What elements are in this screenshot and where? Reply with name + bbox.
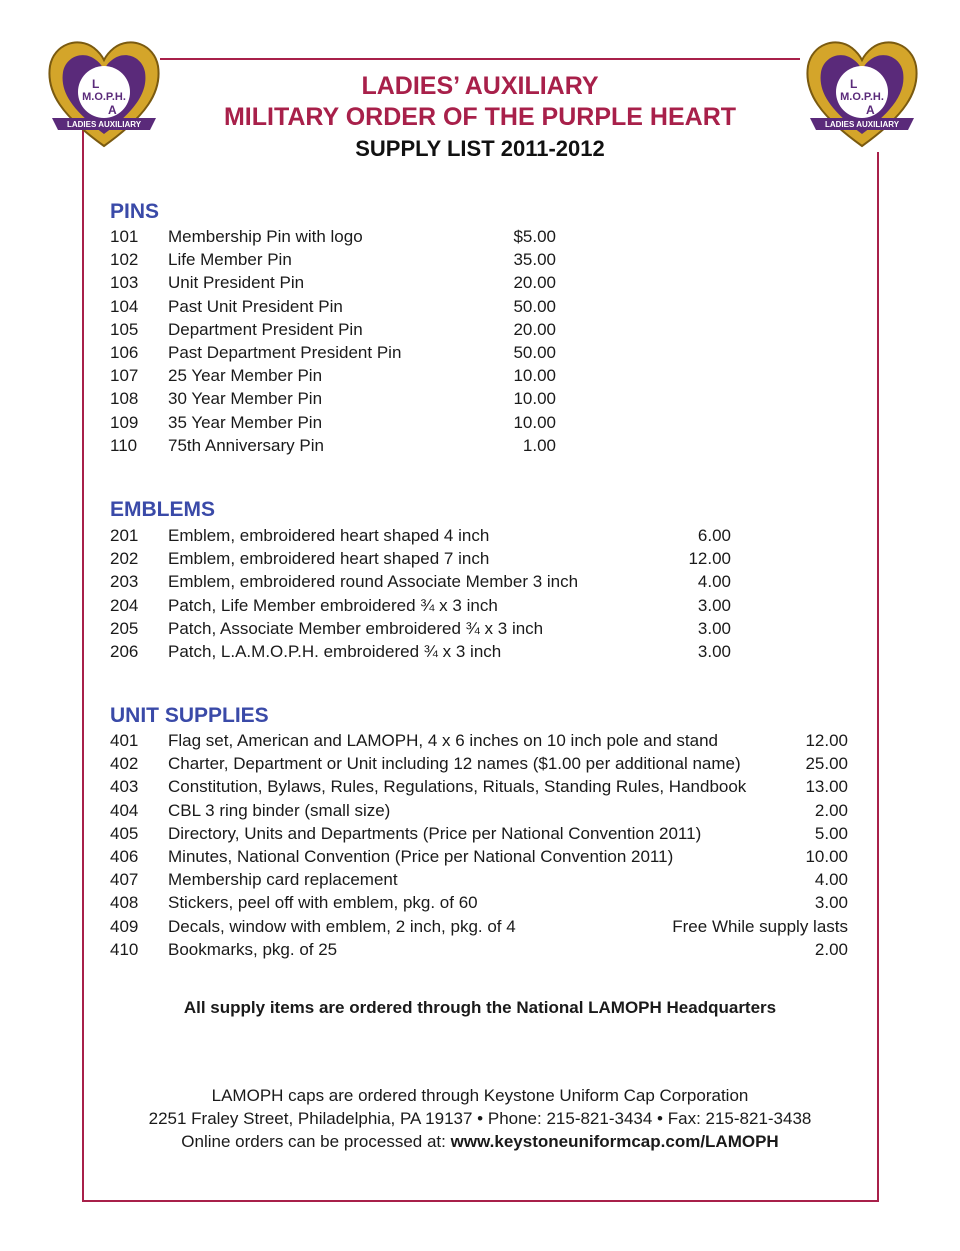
item-number: 205 [110, 618, 139, 638]
item-description: Bookmarks, pkg. of 25 [168, 939, 338, 959]
item-price: 35.00 [513, 250, 556, 270]
item-price: 4.00 [697, 572, 731, 592]
item-number: 402 [110, 754, 139, 774]
item-price: 20.00 [513, 273, 556, 293]
item-price: 3.00 [697, 595, 731, 615]
item-number: 101 [110, 227, 139, 246]
item-price: Free While supply lasts [672, 916, 848, 936]
item-description: Life Member Pin [168, 250, 292, 270]
item-number: 108 [110, 389, 139, 409]
frame-bottom-rule [82, 1200, 879, 1202]
item-description: Flag set, American and LAMOPH, 4 x 6 inches on 10 inch pole and stand [168, 731, 718, 750]
item-description: 35 Year Member Pin [168, 412, 323, 432]
item-description: Membership Pin with logo [168, 227, 363, 246]
frame-top-rule [160, 58, 800, 60]
item-number: 404 [110, 800, 139, 820]
item-number: 406 [110, 846, 139, 866]
item-price: 2.00 [814, 800, 848, 820]
item-description: Membership card replacement [168, 870, 398, 890]
item-number: 203 [110, 572, 139, 592]
item-description: Constitution, Bylaws, Rules, Regulations, Rituals, Standing Rules, Handbook [168, 777, 747, 797]
item-price: 20.00 [513, 319, 556, 339]
item-number: 409 [110, 916, 139, 936]
section-title-unit-supplies: UNIT SUPPLIES [110, 704, 269, 727]
item-description: 30 Year Member Pin [168, 389, 323, 409]
ordering-note: All supply items are ordered through the National LAMOPH Headquarters [183, 998, 777, 1017]
item-price: 10.00 [513, 366, 556, 386]
item-price: 13.00 [805, 777, 848, 797]
keystone-url-link[interactable]: www.keystoneuniformcap.com/LAMOPH [450, 1132, 779, 1151]
item-number: 105 [110, 319, 139, 339]
footer-online-line [100, 1132, 860, 1152]
item-description: Emblem, embroidered round Associate Member 3 inch [168, 572, 579, 592]
frame-left-rule [82, 88, 84, 1202]
lamoph-heart-logo-left [42, 30, 166, 154]
footer-online-prefix: Online orders can be processed at: [181, 1132, 451, 1151]
item-price: 50.00 [513, 296, 556, 316]
item-description: Directory, Units and Departments (Price per National Convention 2011) [168, 823, 702, 843]
item-number: 110 [110, 435, 138, 455]
item-price: 3.00 [814, 893, 848, 913]
item-description: Unit President Pin [168, 273, 305, 293]
svg-text:M.O.P.H.: M.O.P.H. [840, 91, 884, 103]
item-description: 25 Year Member Pin [168, 366, 323, 386]
footer-caps-line: LAMOPH caps are ordered through Keystone Uniform Cap Corporation [211, 1086, 749, 1105]
item-price: 6.00 [697, 526, 731, 545]
item-price: 5.00 [814, 823, 848, 843]
item-price: 3.00 [697, 641, 731, 661]
item-number: 102 [110, 250, 139, 270]
item-number: 106 [110, 342, 139, 362]
item-price: 4.00 [814, 870, 848, 890]
svg-text:L: L [850, 77, 858, 91]
item-price: 50.00 [513, 342, 556, 362]
lamoph-heart-logo-right [800, 30, 924, 154]
svg-text:A: A [108, 103, 117, 117]
item-number: 103 [110, 273, 139, 293]
item-number: 403 [110, 777, 139, 797]
item-number: 408 [110, 893, 139, 913]
svg-text:M.O.P.H.: M.O.P.H. [82, 91, 126, 103]
item-number: 410 [110, 939, 139, 959]
item-number: 202 [110, 549, 139, 569]
item-price: 12.00 [805, 731, 848, 750]
item-description: Past Department President Pin [168, 342, 402, 362]
item-number: 401 [110, 731, 139, 750]
item-price: 10.00 [805, 846, 848, 866]
org-title-line1: LADIES’ AUXILIARY [361, 72, 599, 100]
item-description: Decals, window with emblem, 2 inch, pkg. of 4 [168, 916, 516, 936]
item-description: Charter, Department or Unit including 12 names ($1.00 per additional name) [168, 754, 741, 774]
section-title-pins: PINS [110, 200, 160, 223]
item-number: 206 [110, 641, 139, 661]
item-number: 104 [110, 296, 139, 316]
item-description: Emblem, embroidered heart shaped 7 inch [168, 549, 490, 569]
item-price: 12.00 [688, 549, 731, 569]
item-number: 407 [110, 870, 139, 890]
item-number: 405 [110, 823, 139, 843]
item-description: Emblem, embroidered heart shaped 4 inch [168, 526, 490, 545]
item-price: 1.00 [522, 435, 556, 455]
frame-right-rule [877, 152, 879, 1202]
section-title-emblems: EMBLEMS [110, 498, 215, 521]
item-price: $5.00 [513, 227, 556, 246]
svg-text:L: L [92, 77, 100, 91]
item-description: Patch, Life Member embroidered ¾ x 3 inch [168, 595, 498, 615]
item-number: 107 [110, 366, 139, 386]
item-price: 2.00 [814, 939, 848, 959]
item-number: 201 [110, 526, 139, 545]
item-description: CBL 3 ring binder (small size) [168, 800, 391, 820]
footer-address-line: 2251 Fraley Street, Philadelphia, PA 19137 • Phone: 215-821-3434 • Fax: 215-821-3438 [148, 1109, 812, 1128]
item-number: 109 [110, 412, 139, 432]
item-description: Stickers, peel off with emblem, pkg. of 60 [168, 893, 478, 913]
supply-list-title: SUPPLY LIST 2011-2012 [355, 136, 605, 161]
item-price: 10.00 [513, 412, 556, 432]
svg-text:A: A [866, 103, 875, 117]
item-number: 204 [110, 595, 139, 615]
org-title-line2: MILITARY ORDER OF THE PURPLE HEART [223, 103, 737, 131]
item-description: Department President Pin [168, 319, 363, 339]
item-description: Past Unit President Pin [168, 296, 343, 316]
svg-text:LADIES AUXILIARY: LADIES AUXILIARY [66, 120, 142, 129]
svg-text:LADIES AUXILIARY: LADIES AUXILIARY [824, 120, 900, 129]
item-description: 75th Anniversary Pin [168, 435, 324, 455]
item-description: Minutes, National Convention (Price per National Convention 2011) [168, 846, 674, 866]
item-price: 25.00 [805, 754, 848, 774]
item-price: 10.00 [513, 389, 556, 409]
item-price: 3.00 [697, 618, 731, 638]
item-description: Patch, Associate Member embroidered ¾ x 3 inch [168, 618, 544, 638]
item-description: Patch, L.A.M.O.P.H. embroidered ¾ x 3 inch [168, 641, 502, 661]
